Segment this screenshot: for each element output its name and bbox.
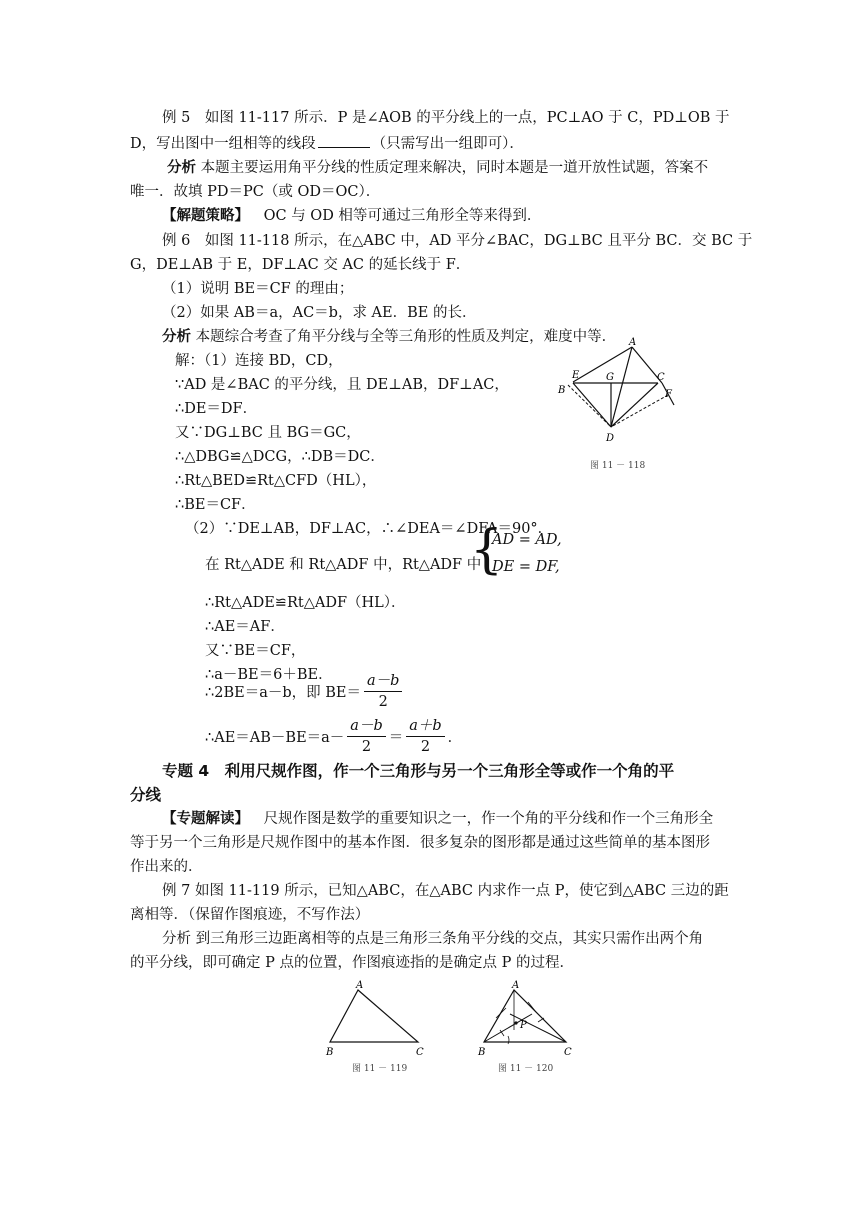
label-c: C: [416, 1047, 424, 1058]
figure-caption: 图 11 － 118: [590, 461, 646, 471]
ex5-strategy: [162, 206, 541, 226]
step14-text: ∴2BE＝a－b，即 BE＝: [205, 684, 361, 701]
step15-text: ∴AE＝AB－BE＝a－: [205, 729, 345, 746]
triangle-abc: [484, 990, 566, 1042]
solution-step5: ∴△DBG≌△DCG，∴DB＝DC．: [175, 449, 385, 465]
solution-step10: ∴Rt△ADE≌Rt△ADF（HL）．: [205, 595, 406, 611]
label-b: B: [558, 385, 566, 396]
strategy-label: 【解题策略】: [162, 208, 249, 224]
label-c: C: [657, 372, 665, 383]
analysis-label: 分析: [167, 160, 196, 176]
solution-step2: ∵AD 是∠BAC 的平分线，且 DE⊥AB，DF⊥AC，: [175, 377, 509, 393]
triangle-abc: [330, 990, 418, 1042]
ex5-analysis-line2: 唯一．故填 PD＝PC（或 OD＝OC）．: [130, 184, 381, 200]
label-b: B: [326, 1047, 334, 1058]
fraction-numerator: a－b: [364, 671, 402, 692]
solution-step1: 解：（1）连接 BD，CD，: [175, 353, 343, 369]
label-a: A: [629, 337, 637, 348]
fraction-denominator: 2: [378, 693, 388, 710]
segment-ad: [611, 347, 632, 427]
equals-sign: ＝: [388, 729, 404, 746]
label-a: A: [356, 980, 364, 991]
solution-step9: 在 Rt△ADE 和 Rt△ADF 中，Rt△ADF 中: [205, 557, 482, 573]
equation-row2: DE = DF,: [492, 559, 560, 575]
figure-caption: 图 11 － 119: [352, 1064, 408, 1074]
topic4-intro-line3: 作出来的．: [130, 859, 203, 875]
topic4-title-line1: 专题 4 利用尺规作图，作一个三角形与另一个三角形全等或作一个角的平: [162, 762, 675, 780]
equation-row1: AD = AD,: [492, 532, 562, 548]
construction-arc-5: [508, 1036, 509, 1044]
period: ．: [447, 729, 463, 746]
segment-ab: [573, 347, 632, 382]
label-p: P: [520, 1020, 527, 1031]
solution-step12: 又∵BE＝CF，: [205, 643, 306, 659]
fraction-be-2: [347, 716, 385, 757]
figure-11-120: [470, 978, 580, 1076]
fraction-denominator: 2: [361, 738, 372, 755]
segment-bd: [573, 383, 611, 427]
analysis-label: 分析: [162, 329, 191, 345]
label-b: B: [478, 1047, 486, 1058]
solution-step6: ∴Rt△BED≌Rt△CFD（HL），: [175, 473, 377, 489]
ex7-line1: 例 7 如图 11-119 所示，已知△ABC，在△ABC 内求作一点 P，使它到△ABC 三边的距: [162, 883, 729, 899]
label-e: E: [572, 370, 580, 381]
figure-caption: 图 11 － 120: [498, 1064, 554, 1074]
fraction-be: [364, 671, 402, 712]
ex6-analysis-text: 本题综合考查了角平分线与全等三角形的性质及判定，难度中等．: [195, 329, 617, 345]
label-c: C: [564, 1047, 572, 1058]
solution-step11: ∴AE＝AF．: [205, 619, 285, 635]
segment-ed: [568, 385, 611, 427]
ex7-analysis2: 的平分线，即可确定 P 点的位置，作图痕迹指的是确定点 P 的过程．: [130, 955, 574, 971]
construction-arc-4: [538, 1018, 544, 1022]
label-d: D: [606, 433, 615, 444]
construction-arc-1: [496, 1008, 506, 1018]
solution-step8: （2）∵DE⊥AB，DF⊥AC，∴∠DEA＝∠DFA＝90°．: [185, 521, 553, 537]
point-p: [514, 1021, 517, 1024]
ex5-analysis: [167, 158, 708, 178]
ex6-question1: （1）说明 BE＝CF 的理由；: [162, 281, 354, 297]
ex7-line2: 离相等．（保留作图痕迹，不写作法）: [130, 907, 370, 923]
topic4-intro: [162, 809, 713, 829]
label-f: F: [665, 389, 672, 400]
solution-step7: ∴BE＝CF．: [175, 497, 256, 513]
ex6-question2: （2）如果 AB＝a，AC＝b，求 AE．BE 的长．: [162, 305, 477, 321]
ex5-line1: 例 5 如图 11-117 所示．P 是∠AOB 的平分线上的一点，PC⊥AO 于 C，PD⊥OB 于: [162, 110, 730, 126]
topic4-title-line2: 分线: [130, 786, 162, 804]
topic4-intro-line2: 等于另一个三角形是尺规作图中的基本作图．很多复杂的图形都是通过这些简单的基本图形: [130, 835, 710, 851]
ex5-line2: [130, 133, 524, 154]
ex6-line1: 例 6 如图 11-118 所示，在△ABC 中，AD 平分∠BAC，DG⊥BC 且平分 BC．交 BC 于: [162, 233, 753, 249]
construction-arc-2: [528, 1002, 536, 1012]
bisector-c: [510, 1014, 566, 1042]
figure-11-118: [548, 335, 688, 475]
figure-11-119: [322, 978, 432, 1076]
equation-brace: {: [470, 520, 504, 580]
solution-step13: ∴a－BE＝6＋BE．: [205, 667, 333, 683]
fraction-denominator: 2: [420, 738, 431, 755]
solution-step3: ∴DE＝DF．: [175, 401, 258, 417]
ex7-analysis1: 分析 到三角形三边距离相等的点是三角形三条角平分线的交点，其实只需作出两个角: [162, 931, 704, 947]
label-a: A: [512, 980, 520, 991]
solution-step14: [205, 668, 405, 714]
ex5-line2-tail: （只需写出一组即可）．: [371, 136, 524, 152]
fraction-numerator: a－b: [347, 716, 385, 737]
intro-label: 【专题解读】: [162, 811, 249, 827]
intro-text: 尺规作图是数学的重要知识之一，作一个角的平分线和作一个三角形全: [263, 811, 714, 827]
segment-cd: [611, 383, 658, 427]
fraction-ae: [406, 716, 444, 757]
ex5-analysis-text: 本题主要运用角平分线的性质定理来解决，同时本题是一道开放性试题，答案不: [200, 160, 709, 176]
label-g: G: [606, 372, 614, 383]
strategy-text: OC 与 OD 相等可通过三角形全等来得到．: [263, 208, 542, 224]
answer-blank: [318, 133, 370, 148]
ex5-line2-text: D，写出图中一组相等的线段: [130, 136, 316, 152]
fraction-numerator: a＋b: [406, 716, 444, 737]
solution-step4: 又∵DG⊥BC 且 BG＝GC，: [175, 425, 361, 441]
solution-step15: [205, 713, 462, 759]
ex6-line2: G，DE⊥AB 于 E，DF⊥AC 交 AC 的延长线于 F．: [130, 257, 471, 273]
